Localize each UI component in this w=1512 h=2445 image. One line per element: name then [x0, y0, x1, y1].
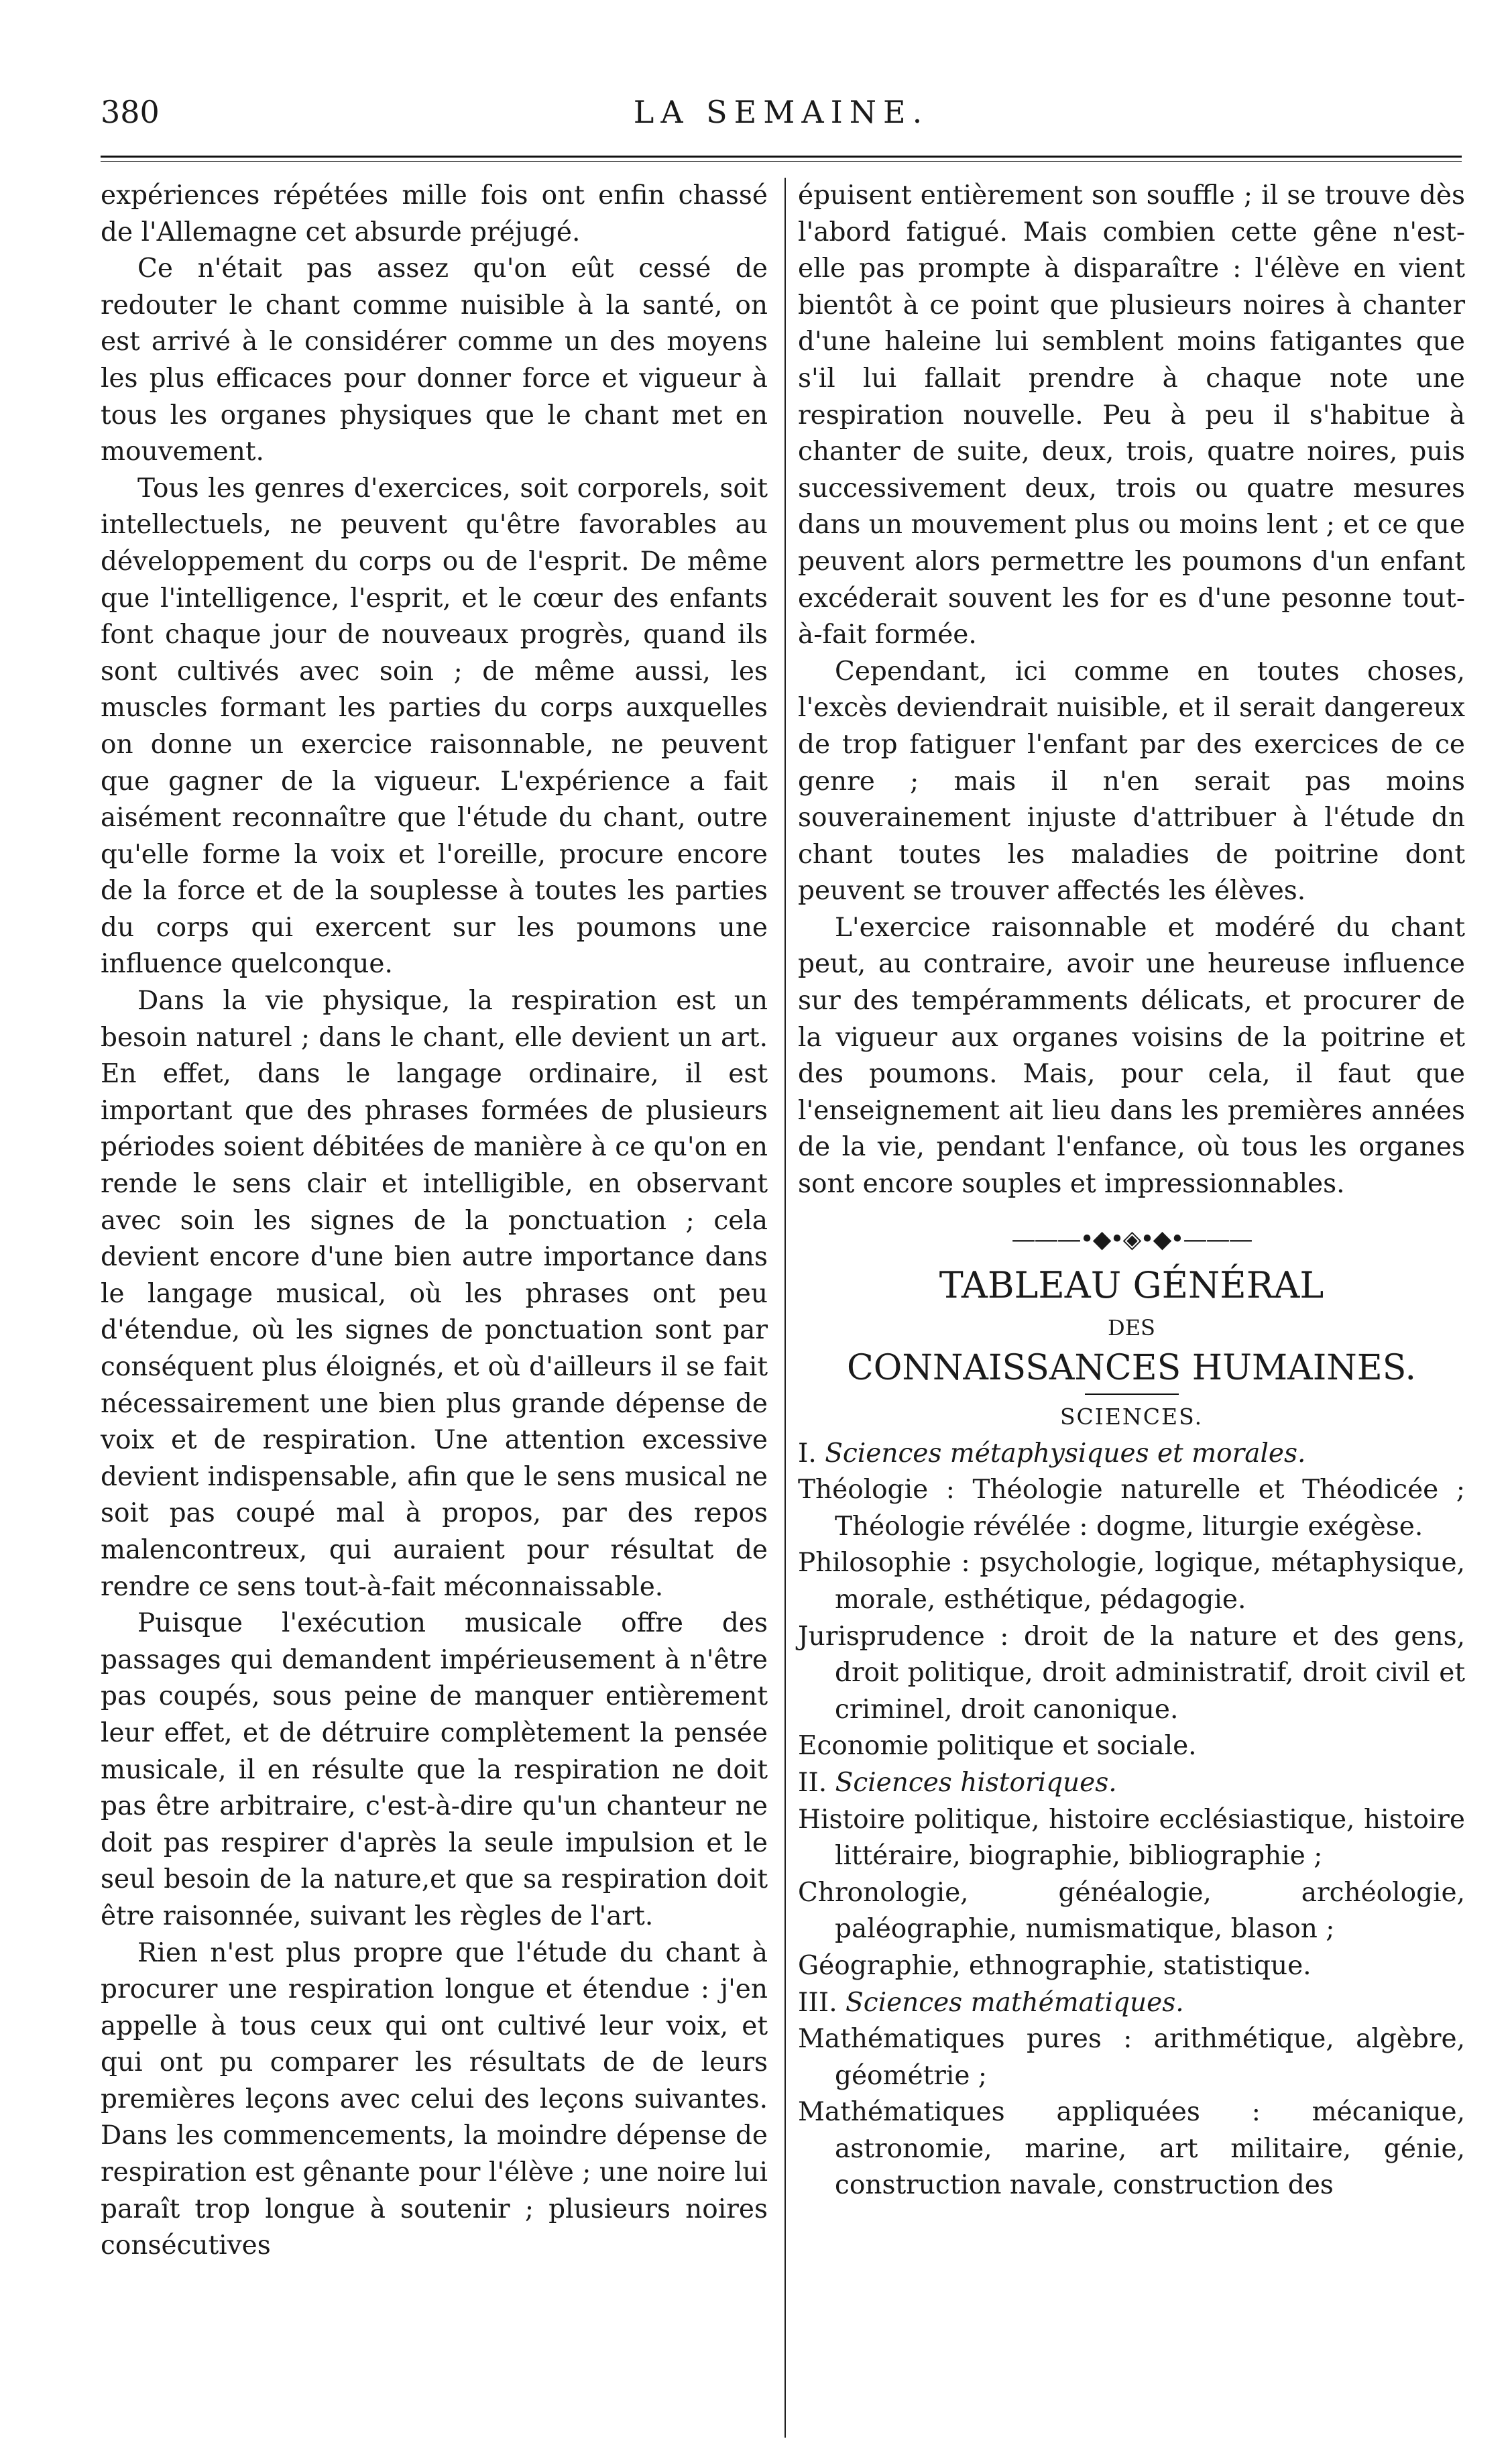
paragraph: Tous les genres d'exercices, soit corporels, soit intellectuels, ne peuvent qu'être favorables au développement du corps ou de l'esprit. De même que l'intelligence, l'esprit, et le cœur des enfants font chaque jour de nouveaux progrès, quand ils sont cultivés avec soin ; de même aussi, les muscles formant les parties du corps auxquelles on donne un exercice raisonnable, ne peuvent que gagner de la vigueur. L'expérience a fait aisément reconnaître que l'étude du chant, outre qu'elle forme la voix et l'oreille, procure encore de la force et de la souplesse à toutes les parties du corps qui exercent sur les poumons une influence quelconque. [101, 473, 768, 980]
section-heading [798, 1765, 1465, 1802]
section-number: II. [798, 1767, 827, 1798]
column-divider [784, 178, 786, 2438]
section-entry: Economie politique et sociale. [798, 1731, 1197, 1762]
tableau-des: DES [1108, 1314, 1155, 1341]
section-name: Sciences métaphysiques et morales. [825, 1438, 1306, 1469]
section-heading [798, 1436, 1465, 1473]
tableau-subtitle: CONNAISSANCES HUMAINES. [846, 1348, 1417, 1389]
paragraph: Ce n'était pas assez qu'on eût cessé de redouter le chant comme nuisible à la santé, on est arrivé à le considérer comme un des moyens les plus efficaces pour donner force et vigueur à tous les organes physiques que le chant met en mouvement. [101, 253, 768, 467]
section-entry: Histoire politique, histoire ecclésiastique, histoire littéraire, biographie, bibliographie ; [798, 1804, 1465, 1872]
paragraph: Cependant, ici comme en toutes choses, l'excès deviendrait nuisible, et il serait dangereux de trop fatiguer l'enfant par des exercices de ce genre ; mais il n'en serait pas moins souverainement injuste d'attribuer à l'étude dn chant toutes les maladies de poitrine dont peuvent se trouver affectés les élèves. [798, 656, 1465, 907]
paragraph: L'exercice raisonnable et modéré du chant peut, au contraire, avoir une heureuse influence sur des tempéramments délicats, et procurer de la vigueur aux organes voisins de la poitrine et des poumons. Mais, pour cela, il faut que l'enseignement ait lieu dans les premières années de la vie, pendant l'enfance, où tous les organes sont encore souples et impressionnables. [798, 912, 1465, 1200]
section-name: Sciences historiques. [835, 1767, 1117, 1798]
section-number: III. [798, 1987, 837, 2018]
right-column [798, 178, 1465, 2204]
header-rule [101, 156, 1462, 158]
section-entry: Jurisprudence : droit de la nature et des gens, droit politique, droit administratif, droit civil et criminel, droit canonique. [798, 1621, 1465, 1725]
tableau-sciences-heading: SCIENCES. [1059, 1404, 1204, 1430]
header-rule-thin [101, 161, 1462, 162]
left-column [101, 178, 768, 2265]
running-title: LA SEMAINE. [633, 94, 929, 130]
section-entry: Mathématiques appliquées : mécanique, astronomie, marine, art militaire, génie, construction navale, construction des [798, 2097, 1465, 2201]
paragraph: Dans la vie physique, la respiration est un besoin naturel ; dans le chant, elle devient un art. En effet, dans le langage ordinaire, il est important que des phrases formées de plusieurs périodes soient débitées de manière à ce qu'on en rende le sens clair et intelligible, en observant avec soin les signes de la ponctuation ; cela devient encore d'une bien autre importance dans le langage musical, où les phrases ont peu d'étendue, où les signes de ponctuation sont par conséquent plus éloignés, et où d'ailleurs il se fait nécessairement une bien plus grande dépense de voix et de respiration. Une attention excessive devient indispensable, afin que le sens musical ne soit pas coupé mal à propos, par des repos malencontreux, qui auraient pour résultat de rendre ce sens tout-à-fait méconnaissable. [101, 986, 768, 1602]
section-entry: Géographie, ethnographie, statistique. [798, 1950, 1312, 1981]
section-entry: Théologie : Théologie naturelle et Théodicée ; Théologie révélée : dogme, liturgie exégèse. [798, 1475, 1465, 1542]
paragraph: expériences répétées mille fois ont enfin chassé de l'Allemagne cet absurde préjugé. [101, 180, 768, 247]
section-entry: Chronologie, généalogie, archéologie, paléographie, numismatique, blason ; [798, 1877, 1465, 1945]
tableau-title: TABLEAU GÉNÉRAL [939, 1264, 1324, 1307]
section-name: Sciences mathématiques. [846, 1987, 1184, 2018]
page-header [101, 94, 1462, 148]
page-number: 380 [101, 94, 160, 130]
ornament-divider: ———•◆•◈•◆•——— [1011, 1225, 1252, 1253]
section-entry: Philosophie : psychologie, logique, métaphysique, morale, esthétique, pédagogie. [798, 1548, 1465, 1615]
section-heading [798, 1985, 1465, 2022]
paragraph: Puisque l'exécution musicale offre des passages qui demandent impérieusement à n'être pas coupés, sous peine de manquer entièrement leur effet, et de détruire complètement la pensée musicale, il en résulte que la respiration ne doit pas être arbitraire, c'est-à-dire qu'un chanteur ne doit pas respirer d'après la seule impulsion et le seul besoin de la nature,et que sa respiration doit être raisonnée, suivant les règles de l'art. [101, 1608, 768, 1931]
paragraph: épuisent entièrement son souffle ; il se trouve dès l'abord fatigué. Mais combien cette gêne n'est-elle pas prompte à disparaître : l'élève en vient bientôt à ce point que plusieurs noires à chanter d'une haleine lui semblent moins fatigantes que s'il lui fallait prendre à chaque note une respiration nouvelle. Peu à peu il s'habitue à chanter de suite, deux, trois, quatre noires, puis successivement deux, trois ou quatre mesures dans un mouvement plus ou moins lent ; et ce que peuvent alors permettre les poumons d'un enfant excéderait souvent les for es d'une pesonne tout-à-fait formée. [798, 180, 1465, 650]
section-entry: Mathématiques pures : arithmétique, algèbre, géométrie ; [798, 2024, 1465, 2091]
tableau-rule [1085, 1394, 1179, 1395]
section-number: I. [798, 1438, 817, 1469]
paragraph: Rien n'est plus propre que l'étude du chant à procurer une respiration longue et étendue : j'en appelle à tous ceux qui ont cultivé leur voix, et qui ont pu comparer les résultats de de leurs premières leçons avec celui des leçons suivantes. Dans les commencements, la moindre dépense de respiration est gênante pour l'élève ; une noire lui paraît trop longue à soutenir ; plusieurs noires consécutives [101, 1937, 768, 2261]
